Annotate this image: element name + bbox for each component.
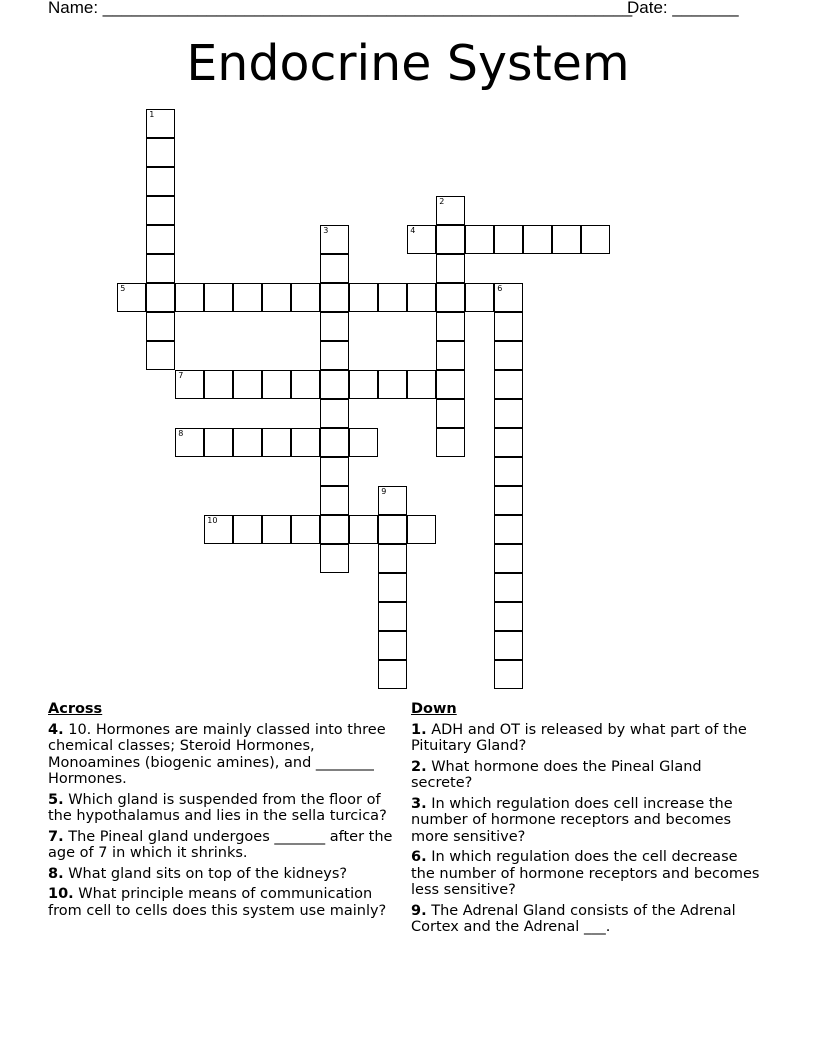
down-clue: [411, 759, 761, 792]
grid-cell[interactable]: [378, 544, 407, 573]
grid-cell[interactable]: [320, 225, 349, 254]
grid-cell[interactable]: [494, 283, 523, 312]
clue-number-label: 1.: [411, 721, 427, 738]
across-clue: [48, 829, 404, 862]
grid-cell[interactable]: [436, 283, 465, 312]
grid-cell[interactable]: [204, 515, 233, 544]
down-clue: [411, 796, 761, 846]
grid-cell[interactable]: [320, 486, 349, 515]
clue-text: What hormone does the Pineal Gland secrete?: [411, 758, 702, 791]
grid-cell[interactable]: [320, 399, 349, 428]
clue-number: 7: [178, 371, 184, 381]
grid-cell[interactable]: [465, 283, 494, 312]
grid-cell[interactable]: [262, 428, 291, 457]
grid-cell[interactable]: [175, 370, 204, 399]
clue-number-label: 10.: [48, 886, 74, 902]
clue-text: In which regulation does the cell decrease the number of hormone receptors and becomes less sensitive?: [411, 849, 760, 898]
across-clue: [48, 886, 404, 919]
grid-cell[interactable]: [146, 167, 175, 196]
grid-cell[interactable]: [117, 283, 146, 312]
grid-cell[interactable]: [320, 312, 349, 341]
grid-cell[interactable]: [146, 225, 175, 254]
grid-cell[interactable]: [204, 370, 233, 399]
grid-cell[interactable]: [146, 312, 175, 341]
grid-cell[interactable]: [494, 660, 523, 689]
grid-cell[interactable]: [349, 515, 378, 544]
clue-number-label: 9.: [411, 902, 427, 919]
clue-number-label: 7.: [48, 828, 64, 845]
clue-number-label: 6.: [411, 849, 427, 865]
down-clue: [411, 849, 761, 899]
across-clues: [48, 701, 404, 923]
grid-cell[interactable]: [494, 544, 523, 573]
grid-cell[interactable]: [146, 138, 175, 167]
grid-cell[interactable]: [378, 283, 407, 312]
grid-cell[interactable]: [233, 370, 262, 399]
grid-cell[interactable]: [146, 254, 175, 283]
grid-cell[interactable]: [291, 370, 320, 399]
grid-cell[interactable]: [494, 631, 523, 660]
grid-cell[interactable]: [320, 428, 349, 457]
grid-cell[interactable]: [378, 370, 407, 399]
grid-cell[interactable]: [320, 515, 349, 544]
grid-cell[interactable]: [349, 283, 378, 312]
clue-number: 8: [178, 429, 184, 439]
grid-cell[interactable]: [146, 283, 175, 312]
clue-text: 10. Hormones are mainly classed into three chemical classes; Steroid Hormones, Monoamines (biogenic amines), and ________ Hormones.: [48, 721, 386, 787]
grid-cell[interactable]: [494, 486, 523, 515]
grid-cell[interactable]: [320, 370, 349, 399]
grid-cell[interactable]: [262, 515, 291, 544]
grid-cell[interactable]: [436, 399, 465, 428]
grid-cell[interactable]: [378, 631, 407, 660]
grid-cell[interactable]: [233, 283, 262, 312]
clue-number: 3: [323, 226, 329, 236]
clue-number: 1: [149, 110, 155, 120]
clue-number-label: 8.: [48, 865, 64, 882]
grid-cell[interactable]: [581, 225, 610, 254]
clue-number-label: 3.: [411, 795, 427, 812]
grid-cell[interactable]: [378, 660, 407, 689]
grid-cell[interactable]: [494, 428, 523, 457]
grid-cell[interactable]: [494, 573, 523, 602]
grid-cell[interactable]: [320, 283, 349, 312]
grid-cell[interactable]: [436, 254, 465, 283]
clue-text: The Pineal gland undergoes _______ after the age of 7 in which it shrinks.: [48, 828, 393, 861]
grid-cell[interactable]: [378, 486, 407, 515]
grid-cell[interactable]: [552, 225, 581, 254]
clue-number-label: 5.: [48, 791, 64, 808]
clue-number-label: 2.: [411, 758, 427, 775]
grid-cell[interactable]: [436, 312, 465, 341]
grid-cell[interactable]: [407, 370, 436, 399]
down-heading: Down: [411, 701, 457, 717]
grid-cell[interactable]: [349, 428, 378, 457]
grid-cell[interactable]: [320, 341, 349, 370]
grid-cell[interactable]: [262, 283, 291, 312]
grid-cell[interactable]: [465, 225, 494, 254]
grid-cell[interactable]: [291, 515, 320, 544]
grid-cell[interactable]: [494, 515, 523, 544]
grid-cell[interactable]: [378, 602, 407, 631]
down-clues: [411, 701, 761, 940]
grid-cell[interactable]: [291, 283, 320, 312]
grid-cell[interactable]: [407, 283, 436, 312]
clue-text: Which gland is suspended from the floor of the hypothalamus and lies in the sella turcica?: [48, 791, 387, 824]
grid-cell[interactable]: [204, 283, 233, 312]
grid-cell[interactable]: [494, 399, 523, 428]
clue-text: ADH and OT is released by what part of the Pituitary Gland?: [411, 721, 747, 754]
grid-cell[interactable]: [320, 254, 349, 283]
grid-cell[interactable]: [494, 341, 523, 370]
grid-cell[interactable]: [494, 602, 523, 631]
grid-cell[interactable]: [349, 370, 378, 399]
grid-cell[interactable]: [494, 457, 523, 486]
clue-text: In which regulation does cell increase the number of hormone receptors and becomes more sensitive?: [411, 795, 733, 845]
clue-number: 2: [439, 197, 445, 207]
grid-cell[interactable]: [436, 341, 465, 370]
grid-cell[interactable]: [436, 428, 465, 457]
across-clue: [48, 792, 404, 825]
date-field[interactable]: Date: _______: [627, 0, 739, 17]
clue-text: The Adrenal Gland consists of the Adrenal Cortex and the Adrenal ___.: [411, 902, 736, 935]
grid-cell[interactable]: [494, 225, 523, 254]
grid-cell[interactable]: [233, 515, 262, 544]
clue-number: 4: [410, 226, 416, 236]
grid-cell[interactable]: [233, 428, 262, 457]
clue-number-label: 4.: [48, 721, 64, 738]
grid-cell[interactable]: [146, 109, 175, 138]
down-clue: [411, 903, 761, 936]
grid-cell[interactable]: [320, 457, 349, 486]
grid-cell[interactable]: [146, 341, 175, 370]
clue-number: 9: [381, 487, 387, 497]
grid-cell[interactable]: [436, 196, 465, 225]
grid-cell[interactable]: [262, 370, 291, 399]
grid-cell[interactable]: [494, 370, 523, 399]
grid-cell[interactable]: [436, 370, 465, 399]
clue-text: What gland sits on top of the kidneys?: [63, 865, 348, 882]
name-field[interactable]: Name: ________________________________________________________: [48, 0, 633, 17]
grid-cell[interactable]: [204, 428, 233, 457]
clue-number: 6: [497, 284, 503, 294]
grid-cell[interactable]: [436, 225, 465, 254]
across-clue: [48, 866, 404, 883]
clue-text: What principle means of communication from cell to cells does this system use mainly?: [48, 886, 387, 919]
grid-cell[interactable]: [175, 283, 204, 312]
page-title: Endocrine System: [186, 35, 630, 92]
across-heading: Across: [48, 701, 103, 717]
grid-cell[interactable]: [320, 544, 349, 573]
grid-cell[interactable]: [175, 428, 204, 457]
grid-cell[interactable]: [146, 196, 175, 225]
grid-cell[interactable]: [494, 312, 523, 341]
grid-cell[interactable]: [291, 428, 320, 457]
across-clue: [48, 722, 404, 788]
grid-cell[interactable]: [378, 573, 407, 602]
grid-cell[interactable]: [523, 225, 552, 254]
clue-number: 5: [120, 284, 126, 294]
down-clue: [411, 722, 761, 755]
grid-cell[interactable]: [407, 515, 436, 544]
grid-cell[interactable]: [407, 225, 436, 254]
clue-number: 10: [207, 516, 218, 526]
grid-cell[interactable]: [378, 515, 407, 544]
